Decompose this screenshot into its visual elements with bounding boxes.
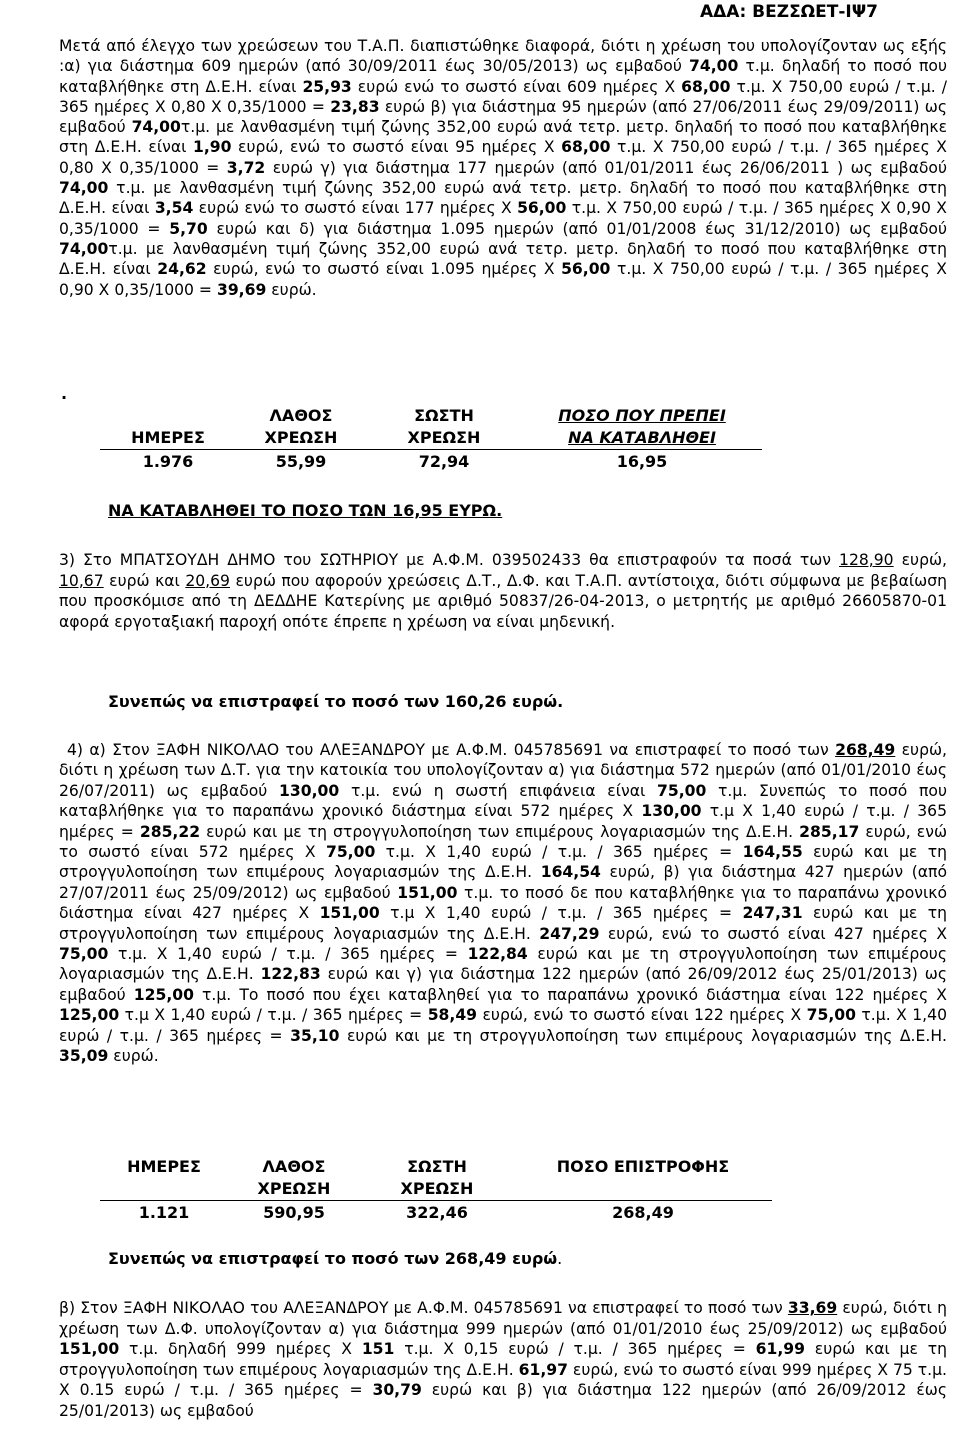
dot-mark: . <box>61 384 68 403</box>
table-payment <box>100 405 762 474</box>
paragraph-tap-difference: Μετά από έλεγχο των χρεώσεων του Τ.Α.Π. διαπιστώθηκε διαφορά, διότι η χρέωση του υπολογίζονταν ως εξής :α) για διάστημα 609 ημερών (από 30/09/2011 έως 30/05/2013) ως εμβαδού 74,00 τ.μ. δηλαδή το ποσό που καταβλήθηκε στη Δ.Ε.Η. είναι 25,93 ευρώ ενώ το σωστό είναι 609 ημέρες Χ 68,00 τ.μ. Χ 750,00 ευρώ / τ.μ. / 365 ημέρες Χ 0,80 Χ 0,35/1000 = 23,83 ευρώ β) για διάστημα 95 ημερών (από 27/06/2011 έως 29/09/2011) ως εμβαδού 74,00τ.μ. με λανθασμένη τιμή ζώνης 352,00 ευρώ ανά τετρ. μετρ. δηλαδή το ποσό που καταβλήθηκε στη Δ.Ε.Η. είναι 1,90 ευρώ, ενώ το σωστό είναι 95 ημέρες Χ 68,00 τ.μ. Χ 750,00 ευρώ / τ.μ. / 365 ημέρες Χ 0,80 Χ 0,35/1000 = 3,72 ευρώ γ) για διάστημα 177 ημερών (από 01/01/2011 έως 26/06/2011 ) ως εμβαδού 74,00 τ.μ. με λανθασμένη τιμή ζώνης 352,00 ευρώ ανά τετρ. μετρ. δηλαδή το ποσό που καταβλήθηκε στη Δ.Ε.Η. είναι 3,54 ευρώ ενώ το σωστό είναι 177 ημέρες Χ 56,00 τ.μ. Χ 750,00 ευρώ / τ.μ. / 365 ημέρες Χ 0,90 Χ 0,35/1000 = 5,70 ευρώ και δ) για διάστημα 1.095 ημερών (από 01/01/2008 έως 31/12/2010) ως εμβαδού 74,00τ.μ. με λανθασμένη τιμή ζώνης 352,00 ευρώ ανά τετρ. μετρ. δηλαδή το ποσό που καταβλήθηκε στη Δ.Ε.Η. είναι 24,62 ευρώ, ενώ το σωστό είναι 1.095 ημέρες Χ 56,00 τ.μ. Χ 750,00 ευρώ / τ.μ. / 365 ημέρες Χ 0,90 Χ 0,35/1000 = 39,69 ευρώ. <box>59 37 947 299</box>
table-cell: 55,99 <box>236 450 366 475</box>
table-cell: 1.976 <box>100 450 236 475</box>
paragraph-refund-xafis-a: 4) α) Στον ΞΑΦΗ ΝΙΚΟΛΑΟ του ΑΛΕΞΑΝΔΡΟΥ με Α.Φ.Μ. 045785691 να επιστραφεί το ποσό των 268,49 ευρώ, διότι η χρέωση των Δ.Τ. για την κατοικία του υπολογίζονταν α) για διάστημα 572 ημερών (από 01/01/2010 έως 26/07/2011) ως εμβαδού 130,00 τ.μ. ενώ η σωστή επιφάνεια είναι 75,00 τ.μ. Συνεπώς το ποσό που καταβλήθηκε για το παραπάνω χρονικό διάστημα είναι 572 ημέρες Χ 130,00 τ.μ Χ 1,40 ευρώ / τ.μ. / 365 ημέρες = 285,22 ευρώ και με τη στρογγυλοποίηση των επιμέρους λογαριασμών της Δ.Ε.Η. 285,17 ευρώ, ενώ το σωστό είναι 572 ημέρες Χ 75,00 τ.μ. Χ 1,40 ευρώ / τ.μ. / 365 ημέρες = 164,55 ευρώ και με τη στρογγυλοποίηση των επιμέρους λογαριασμών της Δ.Ε.Η. 164,54 ευρώ, β) για διάστημα 427 ημερών (από 27/07/2011 έως 25/09/2012) ως εμβαδού 151,00 τ.μ. το ποσό δε που καταβλήθηκε για το παραπάνω χρονικό διάστημα είναι 427 ημέρες Χ 151,00 τ.μ Χ 1,40 ευρώ / τ.μ. / 365 ημέρες = 247,31 ευρώ και με τη στρογγυλοποίηση των επιμέρους λογαριασμών της Δ.Ε.Η. 247,29 ευρώ, ενώ το σωστό είναι 427 ημέρες Χ 75,00 τ.μ. Χ 1,40 ευρώ / τ.μ. / 365 ημέρες = 122,84 ευρώ και με τη στρογγυλοποίηση των επιμέρους λογαριασμών της Δ.Ε.Η. 122,83 ευρώ και γ) για διάστημα 122 ημερών (από 26/09/2012 έως 25/01/2013) ως εμβαδού 125,00 τ.μ. Το ποσό που έχει καταβληθεί για το παραπάνω χρονικό διάστημα είναι 122 ημέρες Χ 125,00 τ.μ Χ 1,40 ευρώ / τ.μ. / 365 ημέρες = 58,49 ευρώ, ενώ το σωστό είναι 122 ημέρες Χ 75,00 τ.μ. Χ 1,40 ευρώ / τ.μ. / 365 ημέρες = 35,10 ευρώ και με τη στρογγυλοποίηση των επιμέρους λογαριασμών της Δ.Ε.Η. 35,09 ευρώ. <box>59 741 948 1066</box>
table-cell: 72,94 <box>366 450 522 475</box>
table-header: ΛΑΘΟΣ ΧΡΕΩΣΗ <box>257 1157 331 1198</box>
table-header: ΣΩΣΤΗ ΧΡΕΩΣΗ <box>400 1157 474 1198</box>
table-cell: 1.121 <box>100 1201 228 1226</box>
table-header: ΠΟΣΟ ΕΠΙΣΤΡΟΦΗΣ <box>556 1157 730 1176</box>
table-header: ΗΜΕΡΕΣ <box>131 428 205 447</box>
paragraph-refund-batsoudis: 3) Στο ΜΠΑΤΣΟΥΔΗ ΔΗΜΟ του ΣΩΤΗΡΙΟΥ με Α.Φ.Μ. 039502433 θα επιστραφούν τα ποσά των 128,90 ευρώ, 10,67 ευρώ και 20,69 ευρώ που αφορούν χρεώσεις Δ.Τ., Δ.Φ. και Τ.Α.Π. αντίστοιχα, διότι σύμφωνα με βεβαίωση που προσκόμισε από τη ΔΕΔΔΗΕ Κατερίνης με αριθμό 50837/26-04-2013, ο μετρητής με αριθμό 26605870-01 αφορά εργοταξιακή παροχή οπότε έπρεπε η χρέωση να είναι μηδενική. <box>59 551 947 631</box>
table-cell: 590,95 <box>228 1201 360 1226</box>
pay-amount-line: ΝΑ ΚΑΤΑΒΛΗΘΕΙ ΤΟ ΠΟΣΟ ΤΩΝ 16,95 ΕΥΡΩ. <box>108 501 503 520</box>
refund-total-line-2: Συνεπώς να επιστραφεί το ποσό των 268,49 ευρώ. <box>108 1249 563 1268</box>
table-cell: 322,46 <box>360 1201 514 1226</box>
table-refund <box>100 1156 772 1225</box>
ada-code: ΑΔΑ: ΒΕΖΣΩΕΤ-ΙΨ7 <box>699 2 878 22</box>
paragraph-refund-xafis-b: β) Στον ΞΑΦΗ ΝΙΚΟΛΑΟ του ΑΛΕΞΑΝΔΡΟΥ με Α.Φ.Μ. 045785691 να επιστραφεί το ποσό των 33,69 ευρώ, διότι η χρέωση των Δ.Φ. υπολογίζονταν α) για διάστημα 999 ημερών (από 01/01/2010 έως 25/09/2012) ως εμβαδού 151,00 τ.μ. δηλαδή 999 ημέρες Χ 151 τ.μ. Χ 0,15 ευρώ / τ.μ. / 365 ημέρες = 61,99 ευρώ και με τη στρογγυλοποίηση των επιμέρους λογαριασμών της Δ.Ε.Η. 61,97 ευρώ, ενώ το σωστό είναι 999 ημέρες Χ 75 τ.μ. Χ 0.15 ευρώ / τ.μ. / 365 ημέρες = 30,79 ευρώ και β) για διάστημα 122 ημερών (από 26/09/2012 έως 25/01/2013) ως εμβαδού <box>59 1299 947 1420</box>
table-cell: 268,49 <box>514 1201 772 1226</box>
table-header: ΣΩΣΤΗ ΧΡΕΩΣΗ <box>407 406 481 447</box>
table-header: ΠΟΣΟ ΠΟΥ ΠΡΕΠΕΙ ΝΑ ΚΑΤΑΒΛΗΘΕΙ <box>558 406 726 447</box>
table-header: ΗΜΕΡΕΣ <box>127 1157 201 1176</box>
refund-total-line-1: Συνεπώς να επιστραφεί το ποσό των 160,26 ευρώ. <box>108 692 564 711</box>
table-header: ΛΑΘΟΣ ΧΡΕΩΣΗ <box>264 406 338 447</box>
table-cell: 16,95 <box>522 450 762 475</box>
